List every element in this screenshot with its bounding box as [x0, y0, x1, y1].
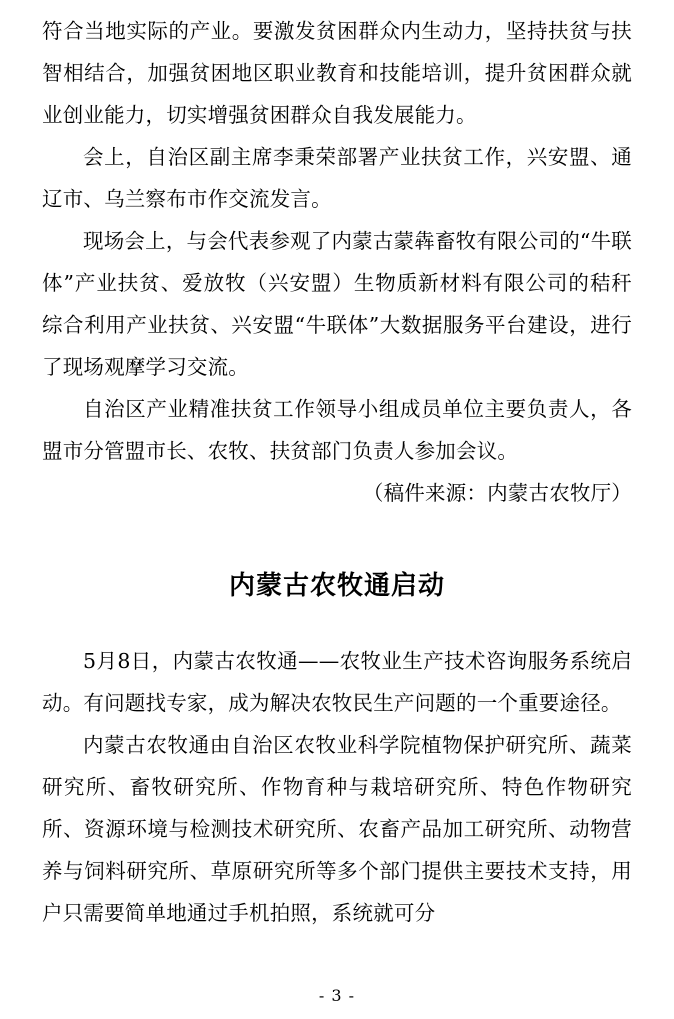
- source-attribution: （稿件来源：内蒙古农牧厅）: [362, 481, 632, 505]
- paragraph-body: 符合当地实际的产业。要激发贫困群众内生动力，坚持扶贫与扶智相结合，加强贫困地区职业教育和技能培训，提升贫困群众就业创业能力，切实增强贫困群众自我发展能力。: [42, 19, 632, 127]
- paragraph-body: 会上，自治区副主席李秉荣部署产业扶贫工作，兴安盟、通辽市、乌兰察布市作交流发言。: [42, 145, 632, 211]
- paragraph-body: 自治区产业精准扶贫工作领导小组成员单位主要负责人，各盟市分管盟市长、农牧、扶贫部门负责人参加会议。: [42, 397, 632, 463]
- section-heading: 内蒙古农牧通启动: [228, 571, 445, 601]
- heading-spacer: [42, 606, 632, 640]
- paragraph-body: 内蒙古农牧通由自治区农牧业科学院植物保护研究所、蔬菜研究所、畜牧研究所、作物育种与栽培研究所、特色作物研究所、资源环境与检测技术研究所、农畜产品加工研究所、动物营养与饲料研究所、草原研究所等多个部门提供主要技术支持，用户只需要简单地通过手机拍照，系统就可分: [42, 733, 632, 925]
- section-spacer: [42, 514, 632, 566]
- paragraph-body: 现场会上，与会代表参观了内蒙古蒙犇畜牧有限公司的“牛联体”产业扶贫、爱放牧（兴安盟）生物质新材料有限公司的秸秆综合利用产业扶贫、兴安盟“牛联体”大数据服务平台建设，进行了现场观摩学习交流。: [42, 229, 632, 379]
- page-number: - 3 -: [318, 986, 356, 1005]
- paragraph-body: 5月8日，内蒙古农牧通——农牧业生产技术咨询服务系统启动。有问题找专家，成为解决农牧民生产问题的一个重要途径。: [42, 649, 632, 715]
